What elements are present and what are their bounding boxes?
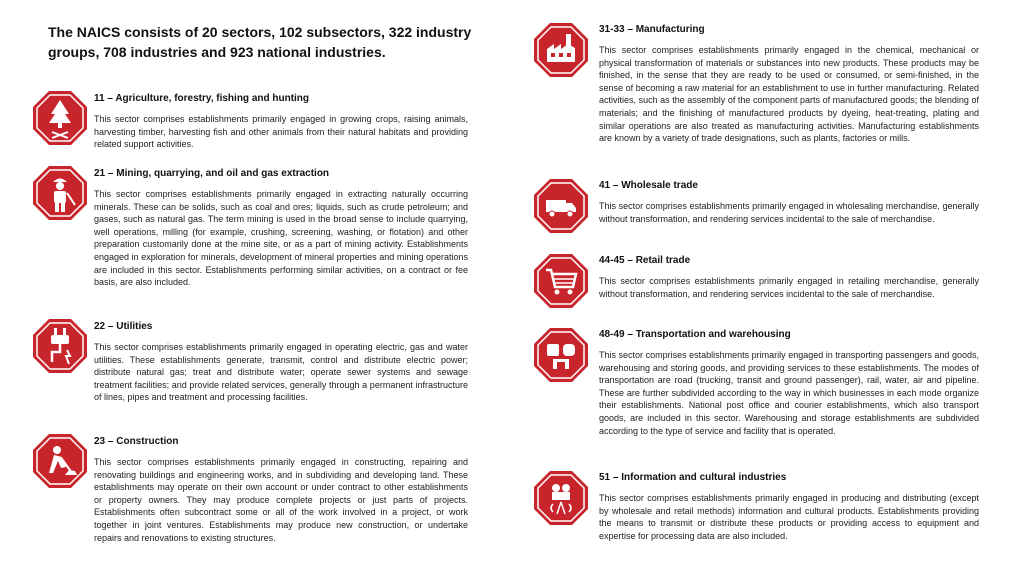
shopping-cart-icon	[533, 253, 589, 309]
truck-icon	[533, 178, 589, 234]
vehicles-icon	[533, 327, 589, 383]
sector-heading: 51 – Information and cultural industries	[599, 472, 787, 483]
factory-icon	[533, 22, 589, 78]
plug-icon	[32, 318, 88, 374]
page-title: The NAICS consists of 20 sectors, 102 subsectors, 322 industry groups, 708 industries and 923 national industries.	[48, 24, 472, 60]
sector-description: This sector comprises establishments primarily engaged in growing crops, raising animals, harvesting timber, harvesting fish and other animals from their natural habitats and providing related support activities.	[94, 114, 468, 150]
sector-heading: 22 – Utilities	[94, 321, 153, 332]
sector-description: This sector comprises establishments primarily engaged in extracting naturally occurring minerals. These can be solids, such as coal and ores; liquids, such as crude petroleum; and gases, such as natural gas. The term mining is used in the broad sense to include quarrying, well operations, milling (for example, crushing, screening, washing, or flotation) and other preparation customarily done at the mine site, or as a part of mining activity. Establishments engaged in exploration for minerals, development of mineral properties and mining operations are included in this sector. Establishments performing similar activities, on a contract or fee basis, are also included.	[94, 189, 468, 288]
sector-heading: 31-33 – Manufacturing	[599, 24, 705, 35]
construction-worker-icon	[32, 433, 88, 489]
sector-heading: 41 – Wholesale trade	[599, 180, 698, 191]
sector-heading: 11 – Agriculture, forestry, fishing and hunting	[94, 93, 310, 104]
sector-description: This sector comprises establishments primarily engaged in retailing merchandise, generally without transformation, and rendering services incidental to the sale of merchandise.	[599, 276, 979, 299]
sector-description: This sector comprises establishments primarily engaged in wholesaling merchandise, generally without transformation, and rendering services incidental to the sale of merchandise.	[599, 201, 979, 224]
sector-heading: 21 – Mining, quarrying, and oil and gas extraction	[94, 168, 330, 179]
tree-icon	[32, 90, 88, 146]
sector-description: This sector comprises establishments primarily engaged in transporting passengers and goods, warehousing and storing goods, and providing services to these establishments. The modes of transportation are road (trucking, transit and ground passenger), rail, water, air and pipeline. These are further subdivided according to the way in which businesses in each mode organize their establishments. National post office and courier establishments, which also transport goods, are included in this sector. Warehousing and storage establishments are subdivided according to the type of service and facility that is operated.	[599, 350, 979, 436]
sector-heading: 23 – Construction	[94, 436, 179, 447]
miner-icon	[32, 165, 88, 221]
sector-description: This sector comprises establishments primarily engaged in constructing, repairing and renovating buildings and engineering works, and in subdividing and developing land. These establishments may operate on their own account or under contract to other establishments or property owners. They may produce complete projects or just parts of projects. Establishments often subcontract some or all of the work involved in a project, or work together in joint ventures. Establishments may produce new construction, or undertake repairs and renovations to existing structures.	[94, 457, 468, 543]
sector-description: This sector comprises establishments primarily engaged in operating electric, gas and water utilities. These establishments generate, transmit, control and distribute electric power; distribute natural gas; treat and distribute water; operate sewer systems and sewage treatment facilities; and provide related services, generally through a permanent infrastructure of lines, pipes and treatment and processing facilities.	[94, 342, 468, 403]
broadcast-icon	[533, 470, 589, 526]
sector-heading: 48-49 – Transportation and warehousing	[599, 329, 791, 340]
sector-heading: 44-45 – Retail trade	[599, 255, 691, 266]
sector-description: This sector comprises establishments primarily engaged in producing and distributing (except by wholesale and retail methods) information and cultural products. Establishments providing the means to transmit or distribute these products or providing access to equipment and expertise for processing data are also included.	[599, 493, 979, 541]
sector-description: This sector comprises establishments primarily engaged in the chemical, mechanical or physical transformation of materials or substances into new products. These products may be finished, in the sense that they are ready to be used or consumed, or semi-finished, in the sense of becoming a raw material for an establishment to use in further manufacturing. Related activities, such as the assembly of the component parts of manufactured goods; the blending of materials; and the finishing of manufactured products by dyeing, heat-treating, plating and similar operations are also treated as manufacturing activities. Manufacturing establishments are known by a variety of trade designations, such as plants, factories or mills.	[599, 45, 979, 144]
